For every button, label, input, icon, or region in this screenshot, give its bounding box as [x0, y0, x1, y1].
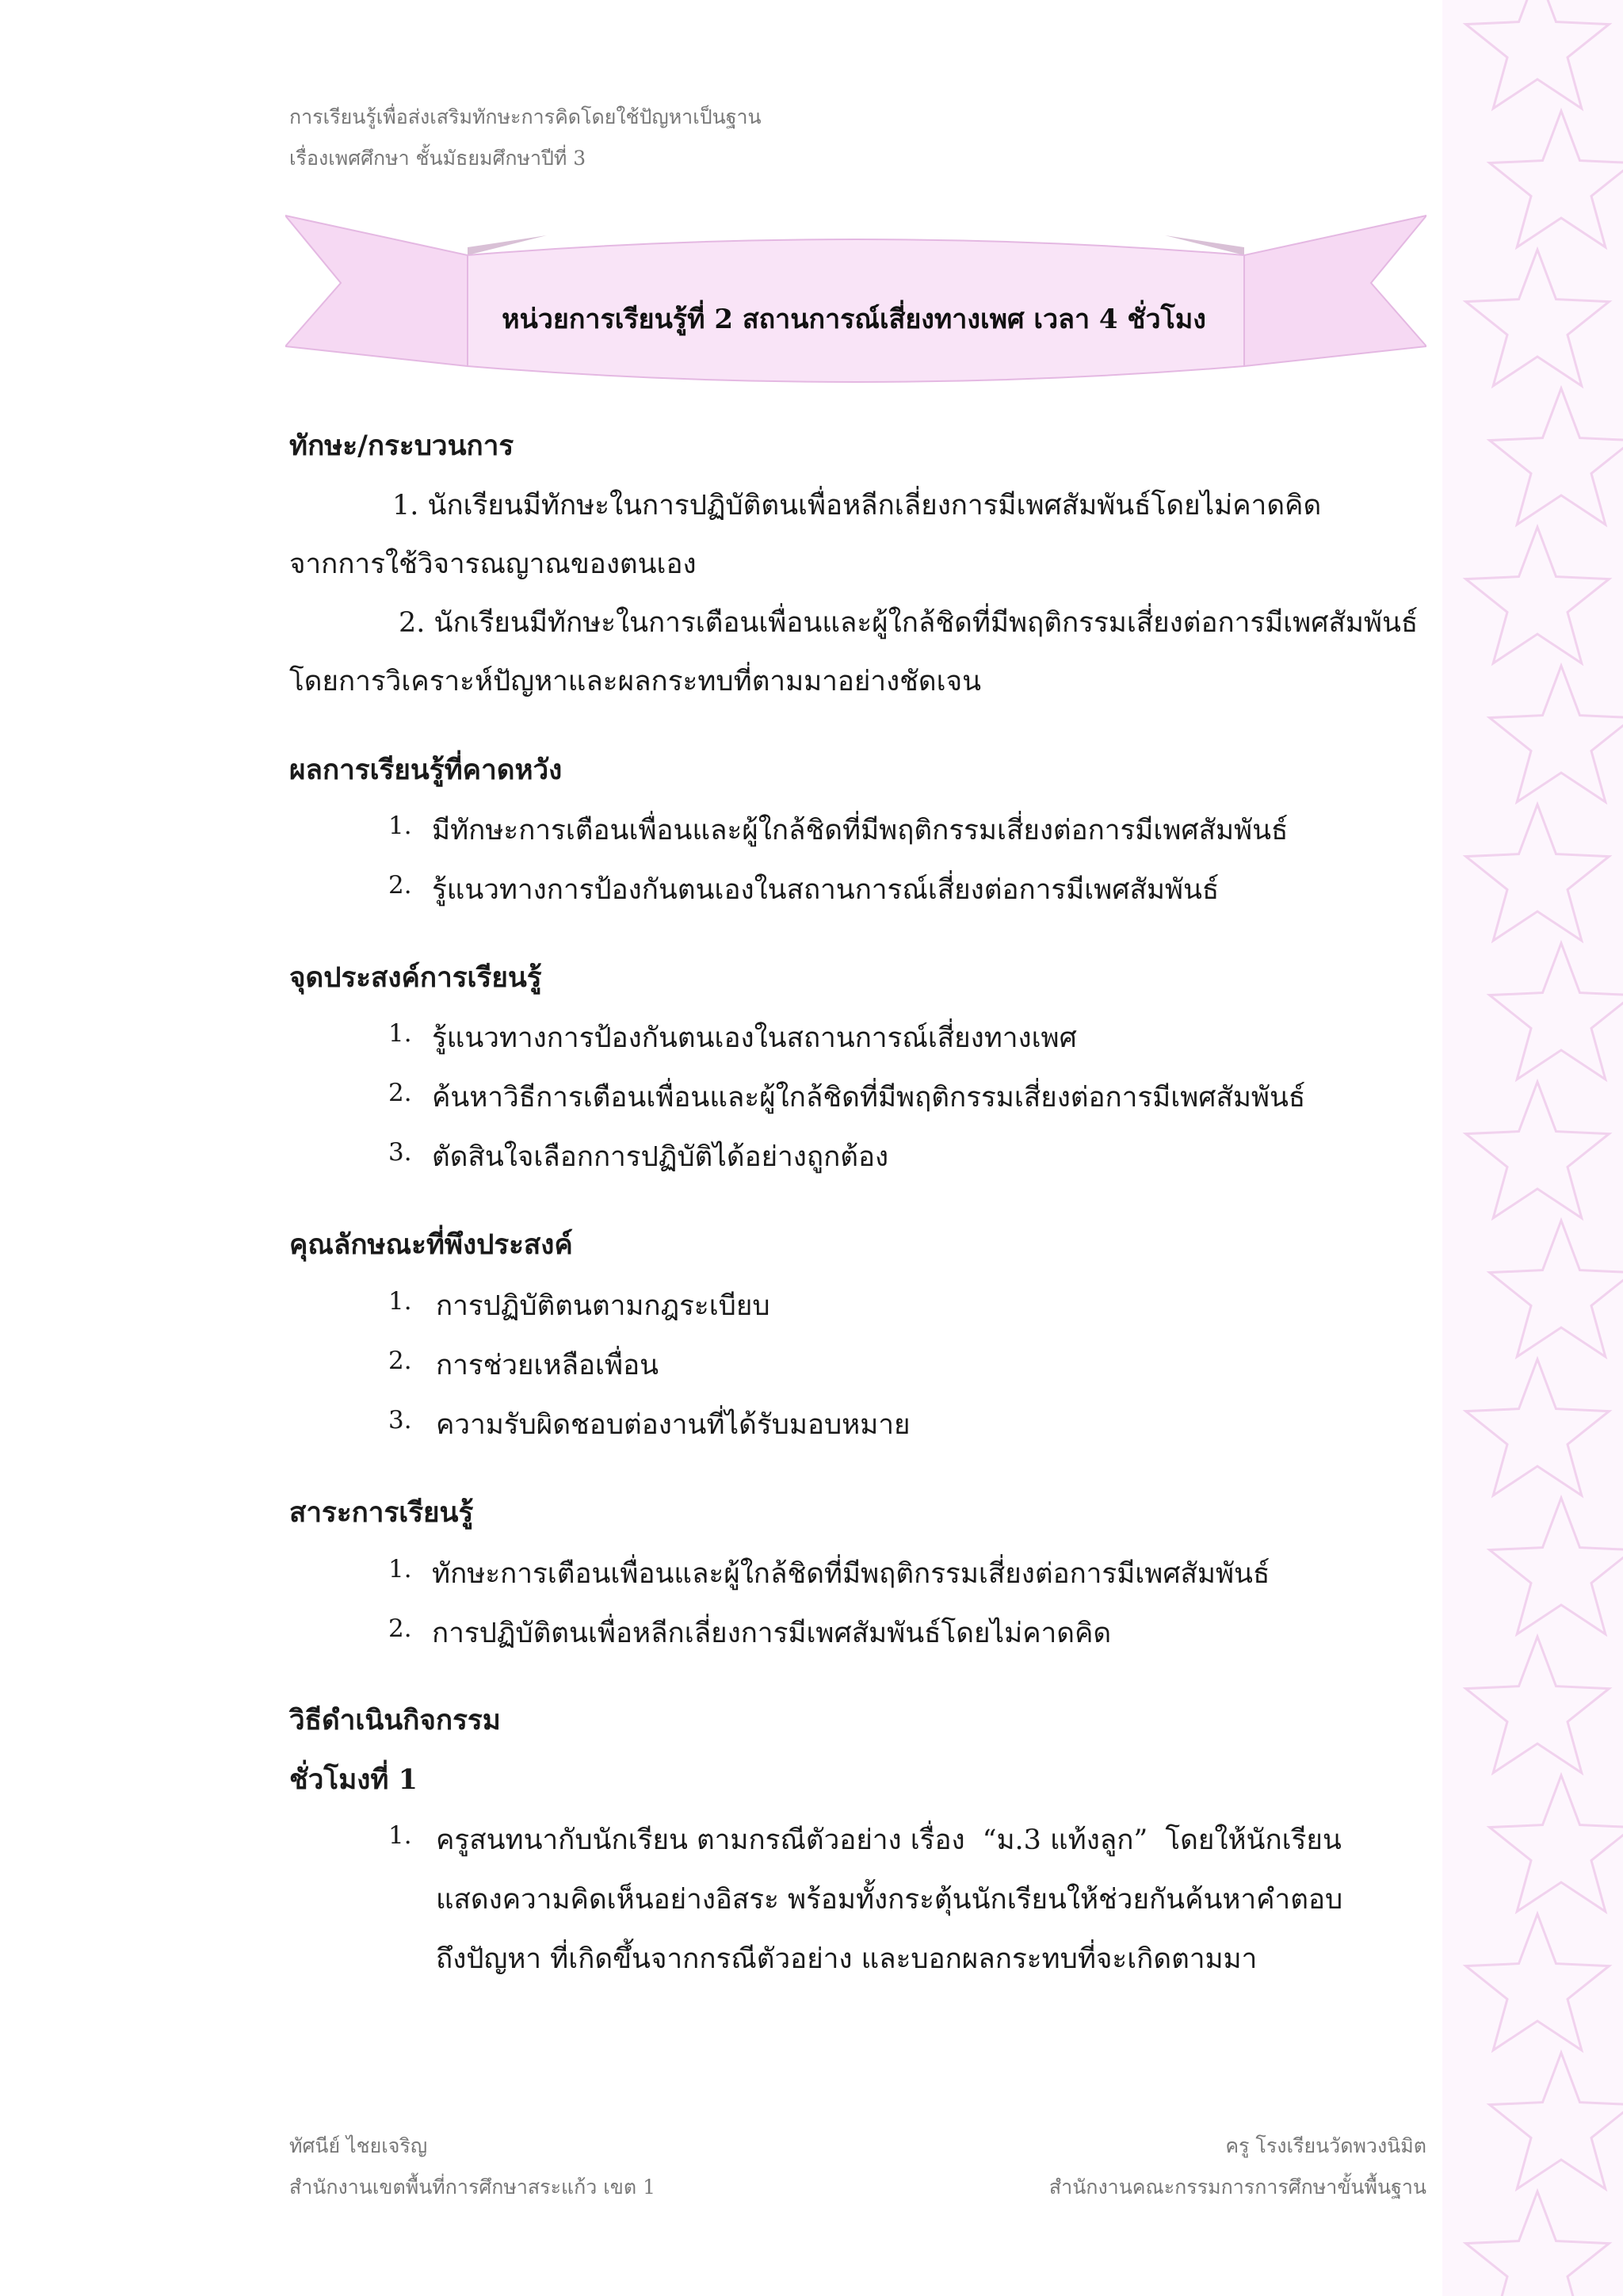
case-study-title: “ม.3 แท้งลูก”	[982, 1824, 1148, 1856]
list-item: รู้แนวทางการป้องกันตนเองในสถานการณ์เสี่ยงต่อการมีเพศสัมพันธ์	[432, 874, 1220, 906]
section-heading-content: สาระการเรียนรู้	[289, 1496, 474, 1529]
list-item: การปฏิบัติตนตามกฎระเบียบ	[436, 1290, 770, 1322]
section-heading-activities: วิธีดำเนินกิจกรรม	[289, 1704, 501, 1736]
list-item: ตัดสินใจเลือกการปฏิบัติได้อย่างถูกต้อง	[432, 1141, 889, 1173]
activity-item-1-line-1	[436, 1818, 1342, 1862]
section-heading-skills: ทักษะ/กระบวนการ	[289, 430, 514, 462]
list-item-number: 2.	[388, 1347, 412, 1375]
footer-school: ครู โรงเรียนวัดพวงนิมิต	[1225, 2134, 1426, 2157]
list-item-number: 2.	[388, 871, 412, 900]
section-heading-objectives: จุดประสงค์การเรียนรู้	[289, 961, 542, 994]
activity-item-1-line-2: แสดงความคิดเห็นอย่างอิสระ พร้อมทั้งกระตุ้นนักเรียนให้ช่วยกันค้นหาคำตอบ	[436, 1884, 1343, 1916]
list-item-number: 2.	[388, 1614, 412, 1643]
activity-text-part: ครูสนทนากับนักเรียน ตามกรณีตัวอย่าง เรื่อง	[436, 1824, 965, 1856]
activity-hour-heading: ชั่วโมงที่ 1	[289, 1763, 418, 1796]
list-item: รู้แนวทางการป้องกันตนเองในสถานการณ์เสี่ยงทางเพศ	[432, 1022, 1077, 1054]
section-heading-desired-traits: คุณลักษณะที่พึงประสงค์	[289, 1228, 573, 1261]
list-item-number: 1.	[388, 1821, 412, 1850]
header-course-title: การเรียนรู้เพื่อส่งเสริมทักษะการคิดโดยใช้ปัญหาเป็นฐาน	[289, 105, 762, 128]
activity-text-part: โดยให้นักเรียน	[1165, 1824, 1342, 1856]
footer-education-area-office: สำนักงานเขตพื้นที่การศึกษาสระแก้ว เขต 1	[289, 2176, 655, 2199]
list-item-number: 2.	[388, 1079, 412, 1107]
list-item-number: 3.	[388, 1138, 412, 1167]
list-item-number: 3.	[388, 1406, 412, 1435]
list-item: มีทักษะการเตือนเพื่อนและผู้ใกล้ชิดที่มีพฤติกรรมเสี่ยงต่อการมีเพศสัมพันธ์	[432, 815, 1289, 846]
list-item: ค้นหาวิธีการเตือนเพื่อนและผู้ใกล้ชิดที่มีพฤติกรรมเสี่ยงต่อการมีเพศสัมพันธ์	[432, 1082, 1306, 1114]
skills-item-2-line-1: 2. นักเรียนมีทักษะในการเตือนเพื่อนและผู้ใกล้ชิดที่มีพฤติกรรมเสี่ยงต่อการมีเพศสัมพันธ์	[399, 607, 1419, 639]
list-item: ความรับผิดชอบต่องานที่ได้รับมอบหมาย	[436, 1409, 911, 1441]
list-item: การปฏิบัติตนเพื่อหลีกเลี่ยงการมีเพศสัมพันธ์โดยไม่คาดคิด	[432, 1618, 1112, 1649]
activity-item-1-line-3: ถึงปัญหา ที่เกิดขึ้นจากกรณีตัวอย่าง และบอกผลกระทบที่จะเกิดตามมา	[436, 1943, 1258, 1975]
list-item-number: 1.	[388, 1555, 412, 1584]
skills-item-2-line-2: โดยการวิเคราะห์ปัญหาและผลกระทบที่ตามมาอย่างชัดเจน	[289, 666, 982, 697]
list-item-number: 1.	[388, 812, 412, 840]
header-subject: เรื่องเพศศึกษา ชั้นมัธยมศึกษาปีที่ 3	[289, 147, 586, 170]
decorative-star-border	[1442, 0, 1623, 2296]
list-item: ทักษะการเตือนเพื่อนและผู้ใกล้ชิดที่มีพฤติกรรมเสี่ยงต่อการมีเพศสัมพันธ์	[432, 1558, 1270, 1590]
footer-commission: สำนักงานคณะกรรมการการศึกษาขั้นพื้นฐาน	[1048, 2176, 1426, 2199]
unit-title: หน่วยการเรียนรู้ที่ 2 สถานการณ์เสี่ยงทางเพศ เวลา 4 ชั่วโมง	[502, 304, 1206, 335]
footer-author-name: ทัศนีย์ ไชยเจริญ	[289, 2134, 428, 2157]
list-item-number: 1.	[388, 1019, 412, 1048]
skills-item-1-line-2: จากการใช้วิจารณญาณของตนเอง	[289, 548, 697, 580]
list-item: การช่วยเหลือเพื่อน	[436, 1350, 659, 1381]
skills-item-1-line-1: 1. นักเรียนมีทักษะในการปฏิบัติตนเพื่อหลีกเลี่ยงการมีเพศสัมพันธ์โดยไม่คาดคิด	[392, 490, 1322, 521]
list-item-number: 1.	[388, 1287, 412, 1316]
section-heading-expected-outcomes: ผลการเรียนรู้ที่คาดหวัง	[289, 754, 563, 786]
